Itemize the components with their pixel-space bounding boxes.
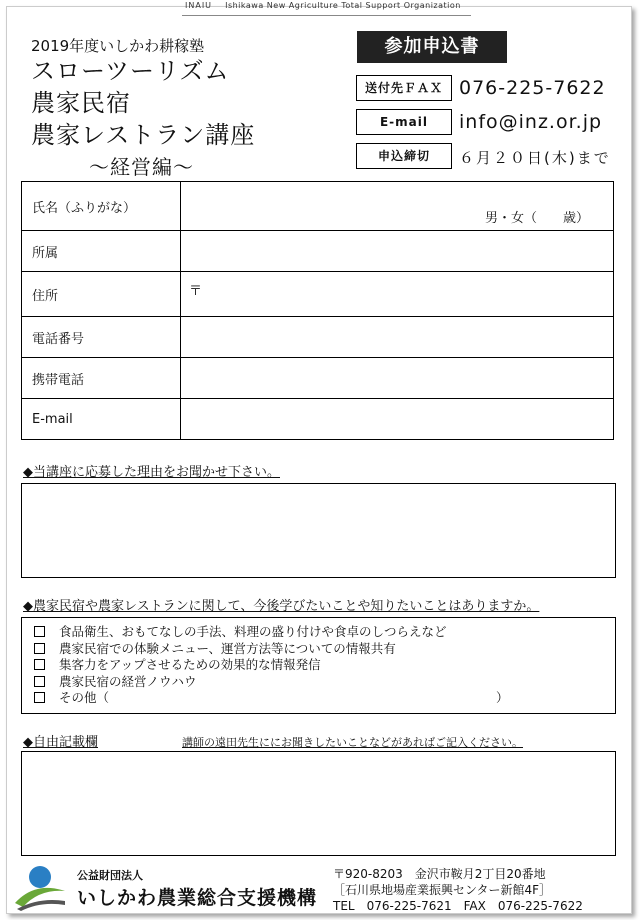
affiliation-field[interactable] [181, 231, 614, 272]
checkbox-icon[interactable] [34, 659, 45, 670]
address-label: 住所 [22, 272, 181, 317]
checklist-item [34, 674, 615, 691]
gender-age-field: 男・女（ 歳） [484, 210, 589, 226]
free-comment-note: 講師の遠田先生ににお聞きしたいことなどがあればご記入ください。 [182, 736, 523, 749]
course-subtitle: ～経営編～ [89, 155, 194, 179]
footer-building: ［石川県地場産業振興センター新館4F］ [333, 883, 552, 897]
interests-checklist-box [21, 617, 616, 714]
deadline-value: ６月２０日(木)まで [459, 149, 611, 167]
checkbox-icon[interactable] [34, 676, 45, 687]
course-title-line1: スローツーリズム [31, 57, 230, 85]
mobile-row [22, 358, 614, 399]
postal-mark: 〒 [189, 283, 203, 299]
name-label: 氏名（ふりがな） [22, 182, 181, 231]
deadline-label: 申込締切 [356, 143, 452, 169]
checkbox-icon[interactable] [34, 692, 45, 703]
footer-org-name: いしかわ農業総合支援機構 [77, 887, 318, 909]
applicant-info-table [21, 181, 614, 440]
name-field[interactable] [181, 182, 614, 231]
free-comment-title: ◆自由記載欄 [23, 735, 98, 750]
checklist-item-label: 農家民宿の経営ノウハウ [59, 673, 197, 689]
fax-label: 送付先ＦＡＸ [356, 75, 452, 101]
checklist-item [34, 624, 615, 641]
other-paren-close: ） [496, 690, 509, 705]
footer-tel-fax: TEL 076-225-7621 FAX 076-225-7622 [333, 899, 583, 913]
checklist-item-label: その他（ [59, 690, 110, 705]
affiliation-label: 所属 [22, 231, 181, 272]
address-field[interactable] [181, 272, 614, 317]
email-label: E-mail [356, 109, 452, 135]
header-organization [185, 1, 461, 10]
header-org-abbr: INAIU [185, 1, 213, 10]
interests-checklist [22, 618, 615, 707]
organization-logo-icon [13, 863, 67, 911]
course-title-line2: 農家民宿 [31, 89, 131, 117]
name-row [22, 182, 614, 231]
checkbox-icon[interactable] [34, 626, 45, 637]
phone-row [22, 317, 614, 358]
interests-heading: ◆農家民宿や農家レストランに関して、今後学びたいことや知りたいことはありますか。 [23, 599, 540, 614]
header-divider [182, 15, 471, 16]
free-comment-heading [23, 731, 523, 750]
email-row [22, 399, 614, 440]
mobile-label: 携帯電話 [22, 358, 181, 399]
application-form-page [6, 1, 632, 914]
footer-org-type: 公益財団法人 [77, 869, 143, 882]
checklist-item-label: 農家民宿での体験メニュー、運営方法等についての情報共有 [59, 640, 396, 656]
reason-textbox[interactable] [21, 483, 616, 578]
affiliation-row [22, 231, 614, 272]
phone-field[interactable] [181, 317, 614, 358]
email-value: info@inz.or.jp [459, 111, 603, 133]
checklist-item [34, 690, 615, 707]
footer-address: 〒920-8203 金沢市鞍月2丁目20番地 [333, 867, 546, 881]
header-org-english: Ishikawa New Agriculture Total Support Organization [225, 1, 461, 10]
checklist-item [34, 657, 615, 674]
course-series-title: 2019年度いしかわ耕稼塾 [31, 37, 205, 55]
fax-value: 076-225-7622 [459, 77, 606, 99]
applicant-email-field[interactable] [181, 399, 614, 440]
course-title-line3: 農家レストラン講座 [31, 121, 256, 149]
address-row [22, 272, 614, 317]
reason-heading: ◆当講座に応募した理由をお聞かせ下さい。 [23, 465, 280, 480]
free-comment-textbox[interactable] [21, 751, 616, 856]
checklist-item-label: 食品衛生、おもてなしの手法、料理の盛り付けや食卓のしつらえなど [59, 624, 447, 639]
checklist-item-label: 集客力をアップさせるための効果的な情報発信 [59, 657, 321, 672]
checkbox-icon[interactable] [34, 643, 45, 654]
applicant-email-label: E-mail [22, 399, 181, 440]
application-badge: 参加申込書 [357, 31, 507, 63]
mobile-field[interactable] [181, 358, 614, 399]
phone-label: 電話番号 [22, 317, 181, 358]
checklist-item [34, 641, 615, 658]
